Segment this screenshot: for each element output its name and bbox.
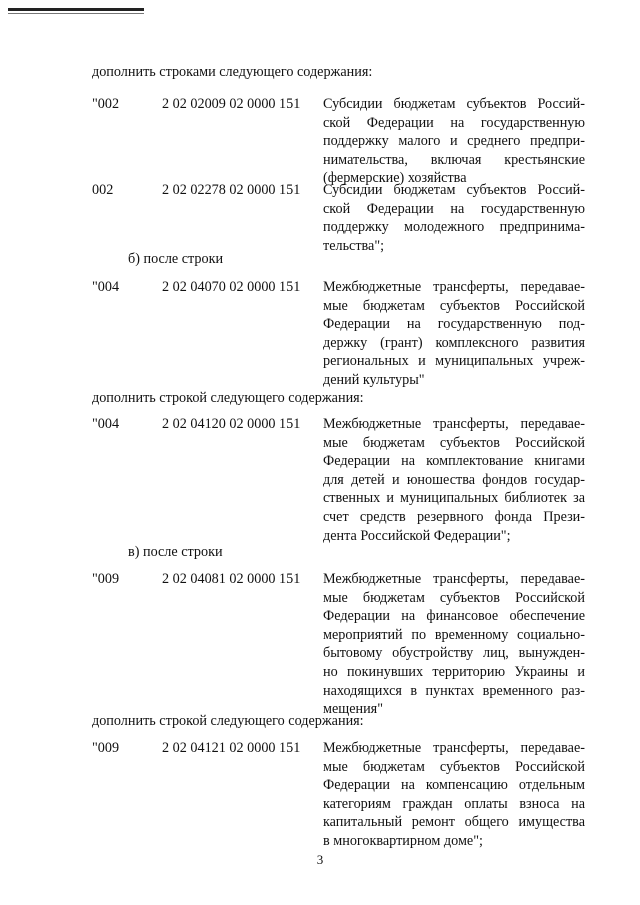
row-kbk: 2 02 02009 02 0000 151 (162, 96, 301, 112)
desc-line: Субсидии бюджетам субъектов Россий- (323, 96, 585, 112)
desc-line: поддержку молодежного предпринима- (323, 219, 585, 236)
desc-line: ской Федерации на государственную (323, 114, 585, 131)
desc-line: находящихся в пунктах временного раз- (323, 682, 585, 699)
intro-paragraph-3: дополнить строкой следующего содержания: (92, 713, 364, 729)
section-v-heading: в) после строки (128, 544, 223, 560)
desc-line: но покинувших территорию Украины и (323, 663, 585, 680)
desc-line: счет средств резервного фонда Прези- (323, 508, 585, 525)
desc-line: мещения" (323, 701, 383, 718)
desc-line: для детей и юношества фондов государ- (323, 471, 585, 488)
header-rule (8, 8, 144, 11)
desc-line: нимательства, включая крестьянские (323, 151, 585, 168)
desc-line: в многоквартирном доме"; (323, 832, 483, 849)
desc-line: категориям граждан оплаты взноса на (323, 795, 585, 812)
row-kbk: 2 02 02278 02 0000 151 (162, 182, 301, 198)
row-kbk: 2 02 04120 02 0000 151 (162, 416, 301, 432)
row-code: "002 (92, 96, 120, 112)
desc-line: Федерации на государственную под- (323, 316, 585, 333)
desc-line: Федерации на компенсацию отдельным (323, 777, 585, 794)
desc-line: мые бюджетам субъектов Российской (323, 758, 585, 775)
desc-line: Межбюджетные трансферты, передавае- (323, 571, 585, 587)
desc-line: мые бюджетам субъектов Российской (323, 434, 585, 451)
desc-line: ской Федерации на государственную (323, 200, 585, 217)
row-code: "009 (92, 740, 120, 756)
desc-line: тельства"; (323, 237, 385, 254)
row-kbk: 2 02 04070 02 0000 151 (162, 279, 301, 295)
desc-line: дений культуры" (323, 371, 425, 388)
desc-line: Федерации на финансовое обеспечение (323, 608, 585, 625)
desc-line: бытовому обустройству лиц, вынужден- (323, 645, 585, 662)
section-b-heading: б) после строки (128, 251, 224, 267)
row-description (323, 278, 585, 390)
desc-line: Межбюджетные трансферты, передавае- (323, 279, 585, 295)
row-code: "004 (92, 416, 120, 432)
row-code: 002 (92, 182, 114, 198)
desc-line: мые бюджетам субъектов Российской (323, 589, 585, 606)
row-code: "009 (92, 571, 120, 587)
desc-line: поддержку малого и среднего предпри- (323, 133, 585, 150)
desc-line: мые бюджетам субъектов Российской (323, 297, 585, 314)
header-rule-thin (8, 13, 144, 14)
page-number: 3 (316, 852, 324, 867)
desc-line: Субсидии бюджетам субъектов Россий- (323, 182, 585, 198)
row-description (323, 95, 585, 188)
row-kbk: 2 02 04081 02 0000 151 (162, 571, 301, 587)
desc-line: дента Российской Федерации"; (323, 527, 511, 544)
desc-line: мероприятий по временному социально- (323, 626, 585, 643)
row-description (323, 739, 585, 851)
desc-line: держку (грант) комплексного развития (323, 334, 585, 351)
row-kbk: 2 02 04121 02 0000 151 (162, 740, 301, 756)
desc-line: Межбюджетные трансферты, передавае- (323, 416, 585, 432)
row-description (323, 181, 585, 255)
desc-line: Межбюджетные трансферты, передавае- (323, 740, 585, 756)
intro-paragraph-1: дополнить строками следующего содержания: (92, 64, 373, 80)
desc-line: региональных и муниципальных учреж- (323, 353, 585, 370)
row-code: "004 (92, 279, 120, 295)
desc-line: ственных и муниципальных библиотек за (323, 490, 585, 507)
intro-paragraph-2: дополнить строкой следующего содержания: (92, 390, 364, 406)
row-description (323, 415, 585, 545)
desc-line: капитальный ремонт общего имущества (323, 814, 585, 831)
desc-line: Федерации на комплектование книгами (323, 453, 585, 470)
desc-line: (фермерские) хозяйства (323, 170, 467, 187)
row-description (323, 570, 585, 719)
